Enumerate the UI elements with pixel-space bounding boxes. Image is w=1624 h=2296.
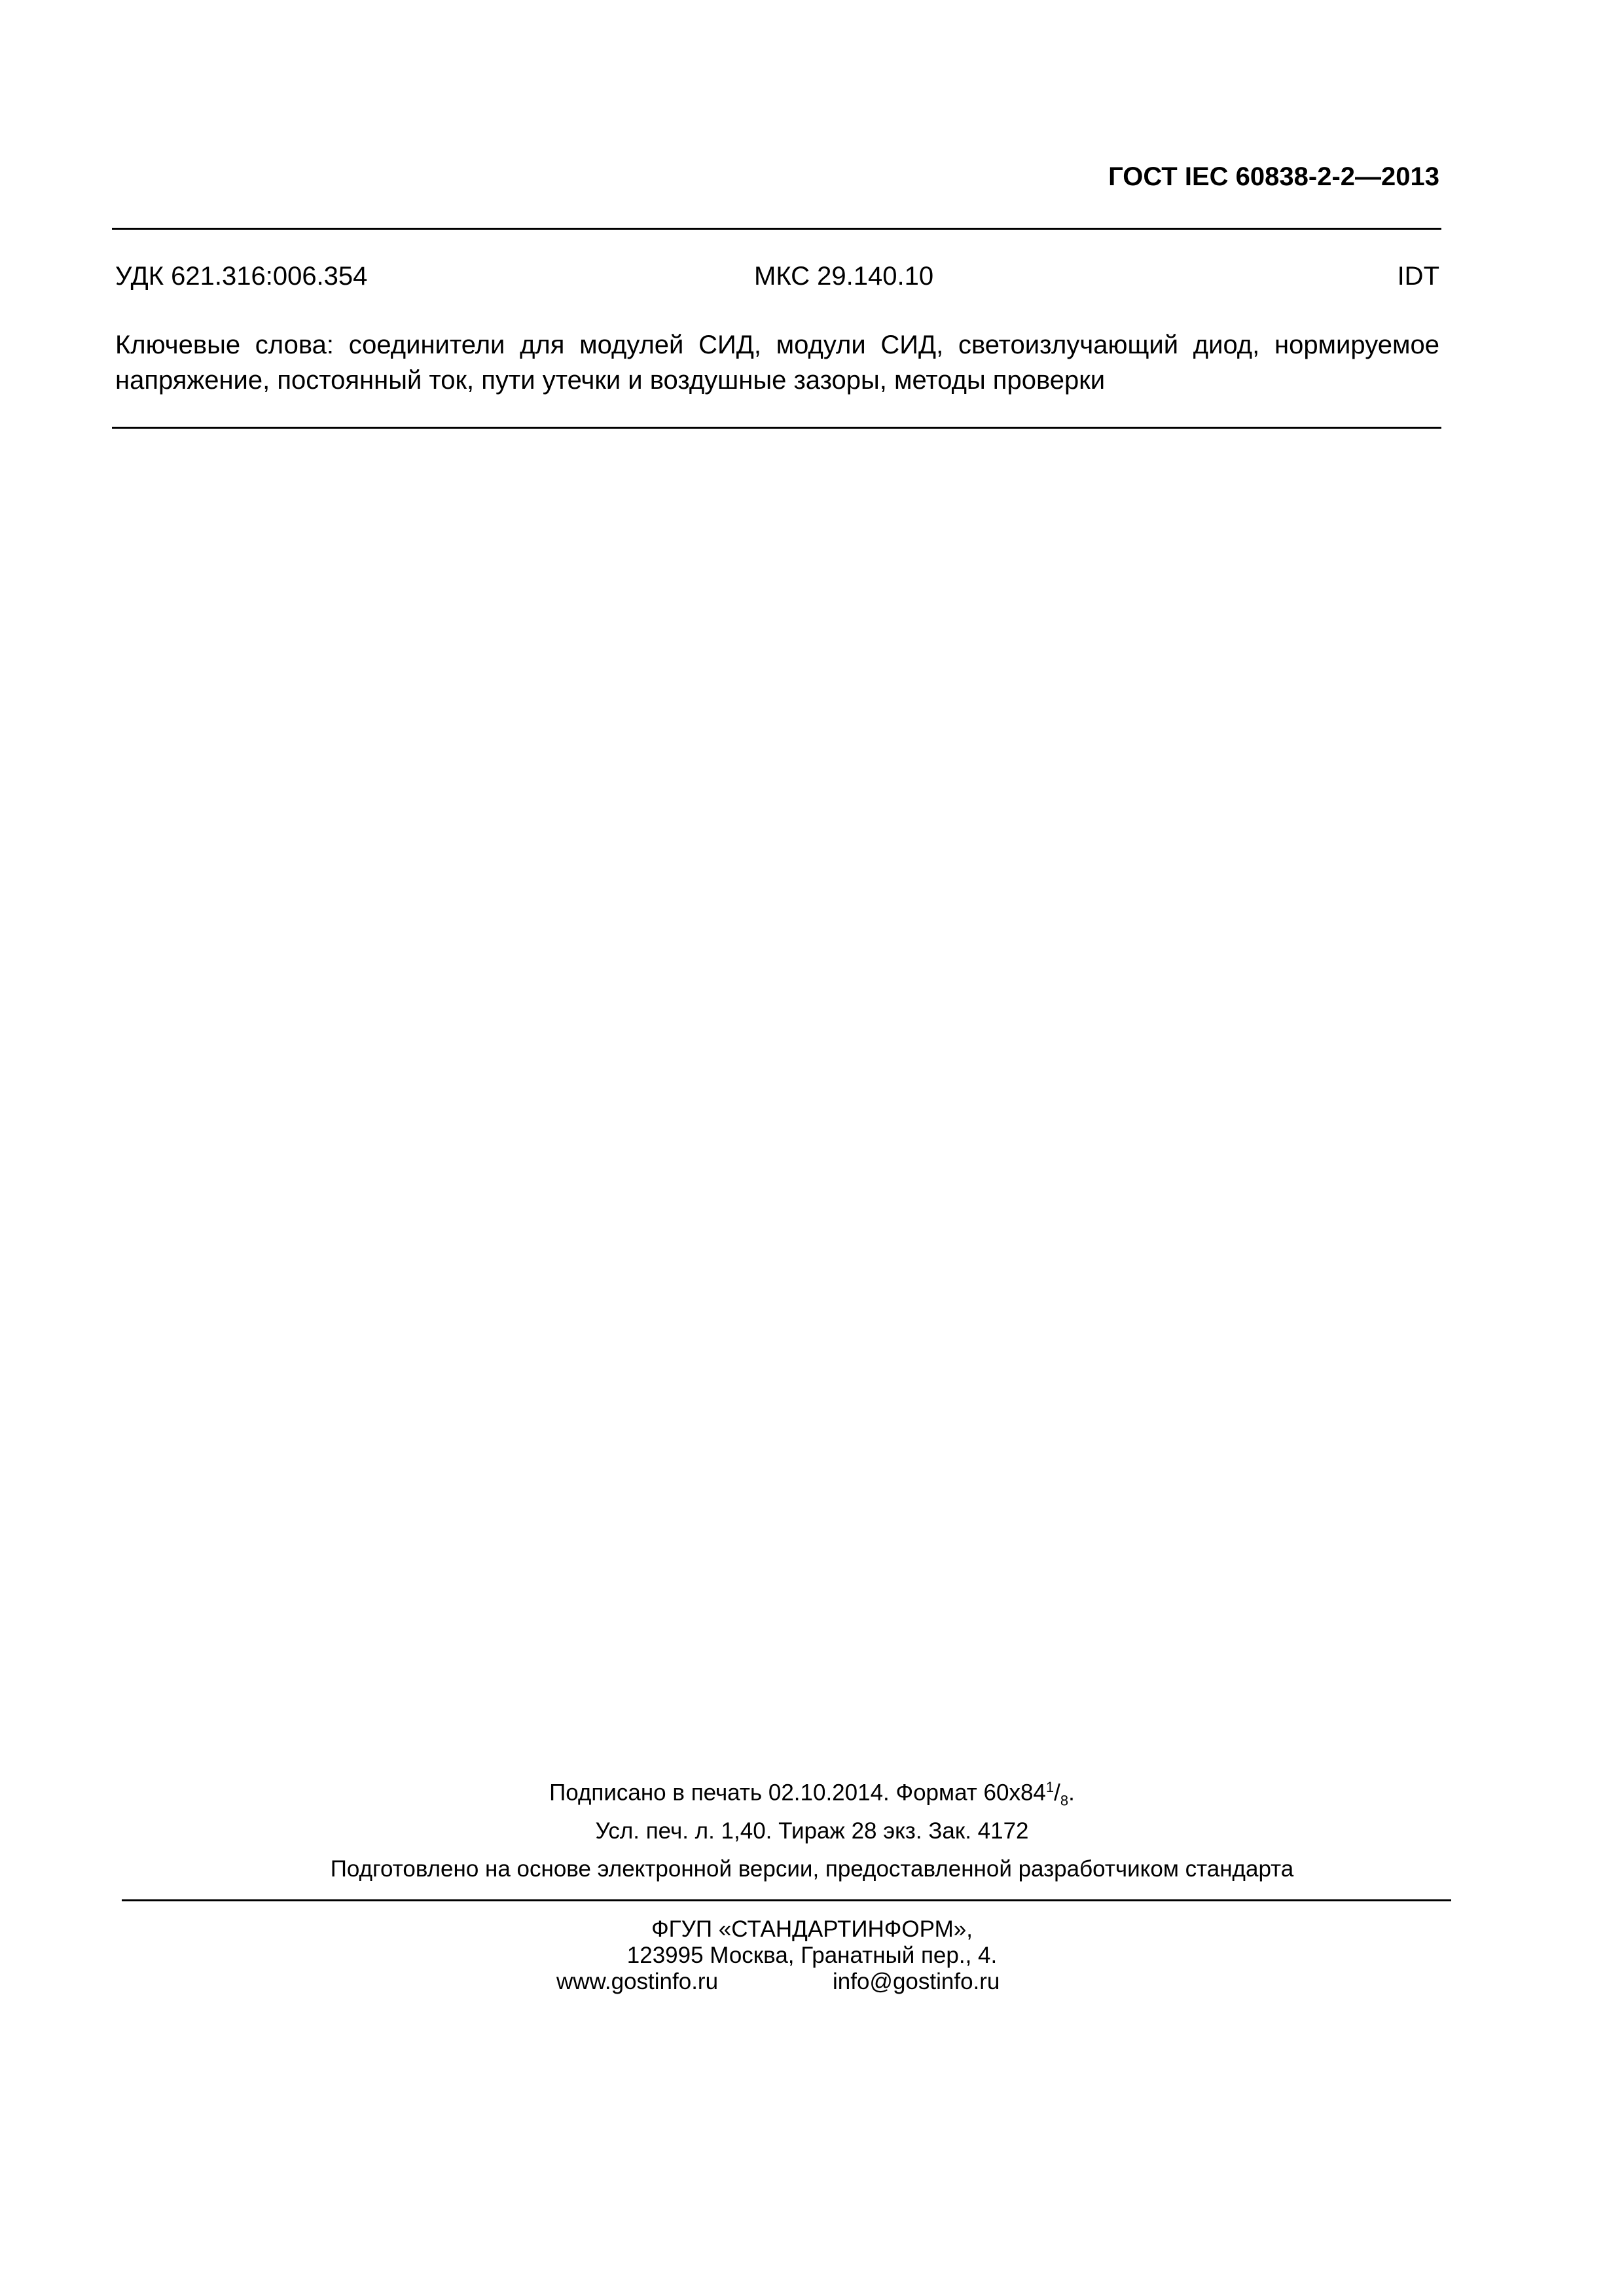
correspondence-degree: IDT (1397, 262, 1439, 291)
website-link[interactable]: www.gostinfo.ru (556, 1969, 719, 1994)
publisher-address: 123995 Москва, Гранатный пер., 4. (626, 1943, 998, 1968)
format-end: . (1068, 1780, 1075, 1806)
format-sub: 8 (1060, 1792, 1069, 1809)
print-info: Усл. печ. л. 1,40. Тираж 28 экз. Зак. 4172 (595, 1818, 1029, 1844)
format-sup: 1 (1045, 1779, 1055, 1795)
signed-for-print (0, 1779, 1624, 1810)
mks-code: МКС 29.140.10 (754, 262, 934, 291)
signed-prefix: Подписано в печать 02.10.2014. Формат 60x84 (549, 1780, 1046, 1806)
prepared-note: Подготовлено на основе электронной версии, предоставленной разработчиком стандарта (330, 1856, 1294, 1882)
publisher-contacts (0, 1969, 1624, 1999)
publisher-name: ФГУП «СТАНДАРТИНФОРМ», (651, 1916, 973, 1942)
standard-number: ГОСТ IEC 60838-2-2—2013 (1108, 162, 1439, 191)
udk-code: УДК 621.316:006.354 (115, 262, 368, 291)
keywords-divider (112, 427, 1441, 429)
top-divider (112, 228, 1441, 230)
keywords: Ключевые слова: соединители для модулей СИД, модули СИД, светоизлучающий диод, нормируемое напряжение, постоянный ток, пути утечки и воздушные зазоры, методы проверки (115, 331, 1439, 395)
format-sep: / (1054, 1780, 1060, 1806)
footer-divider (122, 1899, 1451, 1901)
email-link[interactable]: info@gostinfo.ru (833, 1969, 1000, 1994)
classification-row (115, 262, 1439, 296)
